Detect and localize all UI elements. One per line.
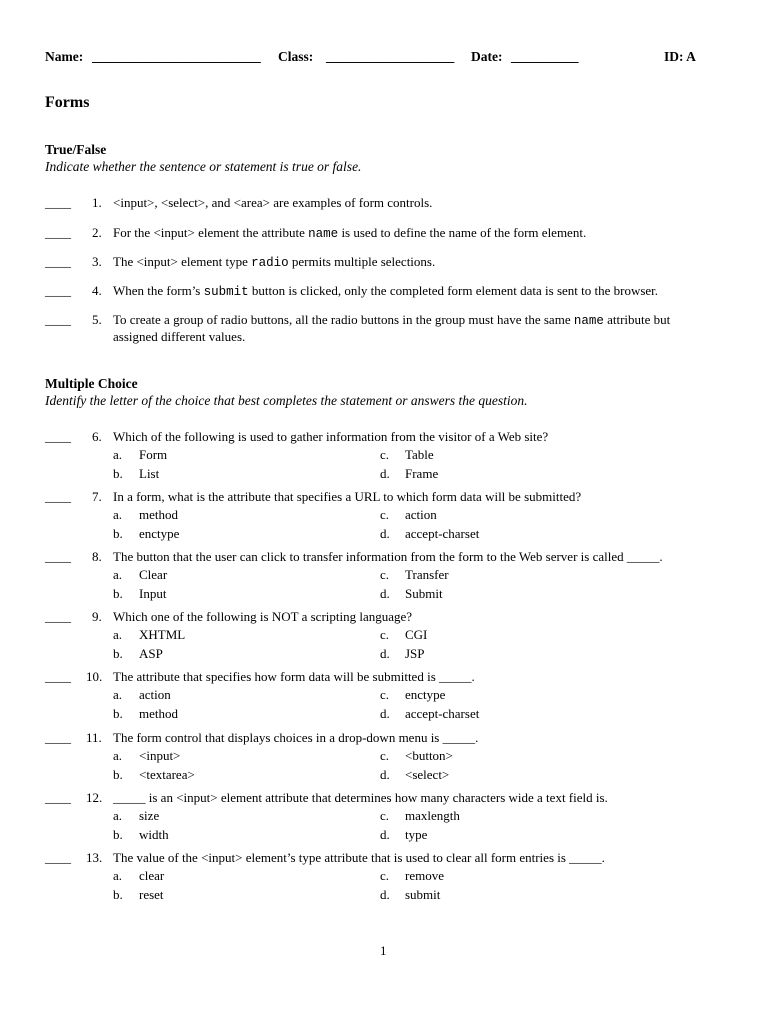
choice-a: method xyxy=(139,507,178,522)
choice-a: size xyxy=(139,808,160,823)
choice-d: accept-charset xyxy=(405,526,480,541)
question-number: 6. xyxy=(92,429,102,444)
choice-d: submit xyxy=(405,887,441,902)
choice-letter-b: b. xyxy=(113,646,123,661)
code-term: radio xyxy=(251,256,289,270)
choice-letter-d: d. xyxy=(380,706,390,721)
choice-d: Submit xyxy=(405,586,443,601)
answer-blank: ____ xyxy=(45,195,71,210)
choice-c: <button> xyxy=(405,748,453,763)
answer-blank: ____ xyxy=(45,790,71,805)
code-term: name xyxy=(308,227,339,241)
question-number: 10. xyxy=(86,669,103,684)
header-date-blank: __________ xyxy=(511,49,579,64)
question-number: 1. xyxy=(92,195,102,210)
choice-letter-b: b. xyxy=(113,706,123,721)
question-number: 5. xyxy=(92,312,102,327)
question-text: In a form, what is the attribute that specifies a URL to which form data will be submitted? xyxy=(113,489,582,504)
choice-letter-a: a. xyxy=(113,627,123,642)
question-text: _____ is an <input> element attribute that determines how many characters wide a text field is. xyxy=(113,790,608,805)
choice-letter-a: a. xyxy=(113,687,123,702)
choice-d: <select> xyxy=(405,767,450,782)
header-date-label: Date: xyxy=(471,49,503,64)
answer-blank: ____ xyxy=(45,225,71,240)
answer-blank: ____ xyxy=(45,254,71,269)
question-number: 12. xyxy=(86,790,103,805)
choice-letter-d: d. xyxy=(380,827,390,842)
choice-c: Transfer xyxy=(405,567,449,582)
choice-b: Input xyxy=(139,586,167,601)
choice-a: Clear xyxy=(139,567,168,582)
choice-letter-d: d. xyxy=(380,767,390,782)
text-segment: attribute but xyxy=(603,312,671,327)
question-text xyxy=(113,254,435,270)
header-id: ID: A xyxy=(664,49,696,64)
choice-d: type xyxy=(405,827,428,842)
choice-b: ASP xyxy=(139,646,163,661)
choice-a: XHTML xyxy=(139,627,186,642)
choice-c: maxlength xyxy=(405,808,460,823)
question-text xyxy=(113,312,670,328)
choice-letter-b: b. xyxy=(113,586,123,601)
answer-blank: ____ xyxy=(45,609,71,624)
header-class-label: Class: xyxy=(278,49,314,64)
question-text: The button that the user can click to transfer information from the form to the Web server is called _____. xyxy=(113,549,663,564)
choice-a: clear xyxy=(139,868,165,883)
choice-a: Form xyxy=(139,447,168,462)
choice-letter-d: d. xyxy=(380,466,390,481)
page-number: 1 xyxy=(380,943,387,958)
choice-c: CGI xyxy=(405,627,428,642)
code-term: submit xyxy=(203,285,249,299)
choice-letter-a: a. xyxy=(113,748,123,763)
mc-section-heading: Multiple Choice xyxy=(45,376,138,391)
header-name-label: Name: xyxy=(45,49,84,64)
choice-d: accept-charset xyxy=(405,706,480,721)
answer-blank: ____ xyxy=(45,312,71,327)
text-segment: button is clicked, only the completed form element data is sent to the browser. xyxy=(248,283,659,298)
choice-letter-b: b. xyxy=(113,887,123,902)
text-segment: The <input> element type xyxy=(113,254,252,269)
choice-b: enctype xyxy=(139,526,180,541)
question-text xyxy=(113,195,432,211)
choice-letter-c: c. xyxy=(380,748,390,763)
choice-letter-c: c. xyxy=(380,687,390,702)
choice-letter-c: c. xyxy=(380,627,390,642)
question-text: The value of the <input> element’s type attribute that is used to clear all form entries is _____. xyxy=(113,850,605,865)
question-number: 13. xyxy=(86,850,103,865)
choice-c: Table xyxy=(405,447,434,462)
answer-blank: ____ xyxy=(45,850,71,865)
question-text: The form control that displays choices in a drop-down menu is _____. xyxy=(113,730,479,745)
question-text-continued: assigned different values. xyxy=(113,329,246,344)
answer-blank: ____ xyxy=(45,489,71,504)
question-number: 4. xyxy=(92,283,102,298)
choice-letter-c: c. xyxy=(380,507,390,522)
page-title: Forms xyxy=(45,94,90,111)
choice-letter-a: a. xyxy=(113,567,123,582)
choice-letter-a: a. xyxy=(113,507,123,522)
question-number: 11. xyxy=(86,730,102,745)
choice-letter-a: a. xyxy=(113,808,123,823)
text-segment: To create a group of radio buttons, all the radio buttons in the group must have the same xyxy=(113,312,574,327)
choice-b: List xyxy=(139,466,160,481)
answer-blank: ____ xyxy=(45,429,71,444)
question-text: Which of the following is used to gather information from the visitor of a Web site? xyxy=(113,429,549,444)
question-text: Which one of the following is NOT a scripting language? xyxy=(113,609,413,624)
choice-letter-b: b. xyxy=(113,827,123,842)
answer-blank: ____ xyxy=(45,669,71,684)
choice-letter-a: a. xyxy=(113,868,123,883)
header-class-blank: ___________________ xyxy=(326,49,455,64)
choice-letter-c: c. xyxy=(380,447,390,462)
text-segment: permits multiple selections. xyxy=(288,254,436,269)
text-segment: For the <input> element the attribute xyxy=(113,225,309,240)
answer-blank: ____ xyxy=(45,730,71,745)
mc-section-instruction: Identify the letter of the choice that best completes the statement or answers the question. xyxy=(45,393,528,408)
choice-b: method xyxy=(139,706,178,721)
choice-letter-b: b. xyxy=(113,526,123,541)
choice-letter-d: d. xyxy=(380,887,390,902)
question-number: 7. xyxy=(92,489,102,504)
text-segment: When the form’s xyxy=(113,283,204,298)
choice-c: enctype xyxy=(405,687,446,702)
choice-letter-a: a. xyxy=(113,447,123,462)
choice-letter-d: d. xyxy=(380,586,390,601)
question-number: 3. xyxy=(92,254,102,269)
tf-section-instruction: Indicate whether the sentence or statement is true or false. xyxy=(45,159,362,174)
choice-a: <input> xyxy=(139,748,181,763)
tf-section-heading: True/False xyxy=(45,142,107,157)
choice-letter-d: d. xyxy=(380,646,390,661)
text-segment: <input>, <select>, and <area> are examples of form controls. xyxy=(113,195,433,210)
choice-letter-c: c. xyxy=(380,808,390,823)
choice-b: <textarea> xyxy=(139,767,195,782)
question-text xyxy=(113,283,658,299)
choice-letter-b: b. xyxy=(113,466,123,481)
question-number: 2. xyxy=(92,225,102,240)
choice-b: reset xyxy=(139,887,164,902)
choice-letter-b: b. xyxy=(113,767,123,782)
choice-b: width xyxy=(139,827,169,842)
choice-d: Frame xyxy=(405,466,439,481)
question-text xyxy=(113,225,586,241)
question-number: 9. xyxy=(92,609,102,624)
choice-a: action xyxy=(139,687,171,702)
choice-d: JSP xyxy=(405,646,425,661)
text-segment: is used to define the name of the form element. xyxy=(338,225,587,240)
header-name-blank: _________________________ xyxy=(92,49,261,64)
code-term: name xyxy=(573,314,604,328)
question-text: The attribute that specifies how form data will be submitted is _____. xyxy=(113,669,475,684)
choice-c: action xyxy=(405,507,437,522)
choice-c: remove xyxy=(405,868,444,883)
choice-letter-d: d. xyxy=(380,526,390,541)
question-number: 8. xyxy=(92,549,102,564)
choice-letter-c: c. xyxy=(380,868,390,883)
answer-blank: ____ xyxy=(45,283,71,298)
choice-letter-c: c. xyxy=(380,567,390,582)
answer-blank: ____ xyxy=(45,549,71,564)
